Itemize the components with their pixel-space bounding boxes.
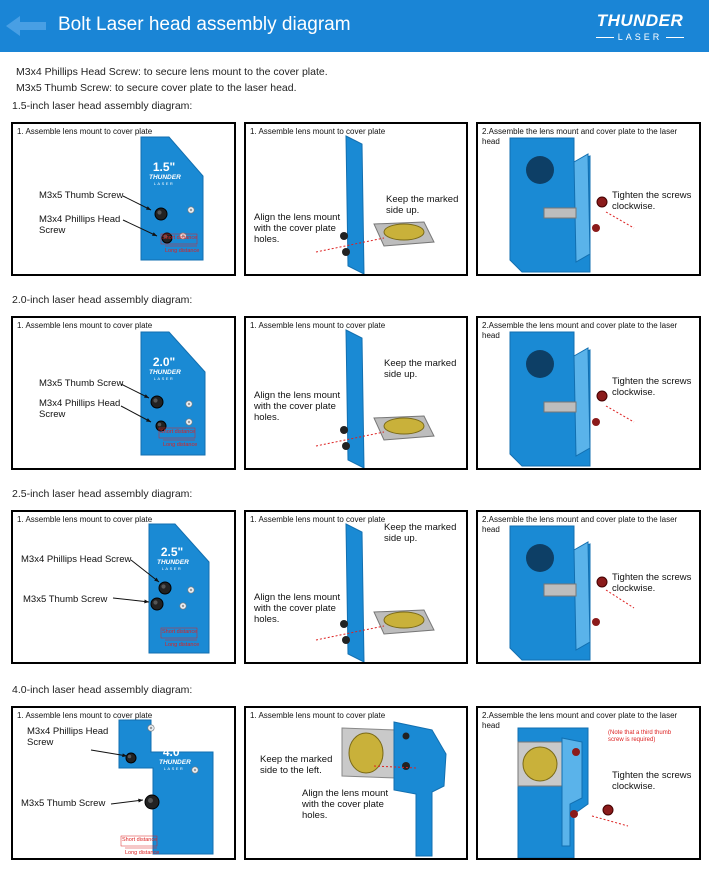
step2-panel (244, 316, 468, 470)
instruction-label: Tighten the screws clockwise. (612, 770, 692, 792)
short-distance-label: Short distance (122, 837, 158, 843)
logo-sub: LASER (617, 32, 663, 42)
instruction-label: Align the lens mount with the cover plate holes. (254, 390, 341, 423)
screw-head (342, 248, 350, 256)
step1-panel (11, 122, 236, 276)
head-opening (526, 156, 554, 184)
cover-plate-shape (394, 722, 446, 856)
step-title: 1. Assemble lens mount to cover plate (17, 321, 153, 330)
screw-label: M3x5 Thumb Screw (23, 594, 108, 605)
plate-size: 2.0" (152, 355, 176, 369)
alignment-line (592, 816, 628, 826)
screw-head (151, 598, 163, 610)
step-title: 2.Assemble the lens mount and cover plate to the laser head (482, 711, 678, 730)
instruction-label: Keep the marked side to the left. (260, 754, 333, 776)
long-distance-label: Long distance (125, 850, 160, 856)
cover-plate-shape (141, 332, 205, 455)
note-phillips-screw: M3x4 Phillips Head Screw: to secure lens mount to the cover plate. (16, 66, 328, 78)
screw-head (126, 753, 136, 763)
lens (523, 747, 557, 781)
head-opening (526, 544, 554, 572)
header-bar (0, 0, 709, 52)
back-arrow-icon[interactable] (6, 14, 46, 38)
short-distance-label: Short distance (160, 429, 196, 435)
instruction-label: Keep the marked side up. (384, 522, 457, 544)
plate-brand: THUNDER (149, 174, 181, 181)
lens-mount (544, 208, 576, 218)
plate-marking (159, 746, 189, 771)
page-title: Bolt Laser head assembly diagram (58, 14, 351, 35)
instruction-label: Keep the marked side up. (384, 358, 457, 380)
step2-panel (244, 706, 468, 860)
note-thumb-screw: M3x5 Thumb Screw: to secure cover plate to the laser head. (16, 82, 297, 94)
step-title: 1. Assemble lens mount to cover plate (250, 711, 386, 720)
plate-sub: LASER (163, 766, 185, 771)
screw-head (342, 636, 350, 644)
cover-plate-diagram (13, 512, 236, 664)
cover-plate-shape (119, 720, 213, 854)
plate-sub: LASER (153, 376, 175, 381)
lens (384, 224, 424, 240)
section-title: 2.0-inch laser head assembly diagram: (12, 294, 193, 306)
plate-brand: THUNDER (149, 369, 181, 376)
alignment-line (606, 212, 634, 228)
cover-plate-shape (141, 137, 203, 260)
thumb-screw (592, 224, 600, 232)
plate-brand: THUNDER (159, 759, 191, 766)
instruction-label: Tighten the screws clockwise. (612, 572, 692, 594)
instruction-label: Keep the marked side up. (386, 194, 459, 216)
step3-panel (476, 706, 701, 860)
lens (384, 418, 424, 434)
short-distance-label: Short distance (162, 235, 198, 241)
plate-sub: LASER (161, 566, 183, 571)
section-title: 1.5-inch laser head assembly diagram: (12, 100, 193, 112)
screw-head (159, 582, 171, 594)
screw-head (340, 426, 348, 434)
thumb-screw (572, 748, 580, 756)
step-title: 1. Assemble lens mount to cover plate (250, 515, 386, 524)
head-opening (526, 350, 554, 378)
screw-label: M3x5 Thumb Screw (39, 378, 124, 389)
screw-label: M3x4 Phillips Head Screw (21, 554, 132, 565)
step2-panel (244, 510, 468, 664)
thumb-screw (597, 197, 607, 207)
lens-mount (544, 402, 576, 412)
plate-marking (149, 356, 179, 381)
step3-panel (476, 122, 701, 276)
thumb-screw (592, 418, 600, 426)
plate-size: 2.5" (160, 545, 184, 559)
thumb-screw (592, 618, 600, 626)
screw-label: M3x4 Phillips Head Screw (39, 398, 121, 420)
step-title: 2.Assemble the lens mount and cover plate to the laser head (482, 515, 678, 534)
instruction-label: Tighten the screws clockwise. (612, 376, 692, 398)
lens-mount (544, 584, 576, 596)
thunder-laser-logo (591, 12, 689, 42)
lens-alignment-diagram (246, 708, 468, 860)
screw-label: M3x5 Thumb Screw (39, 190, 124, 201)
thumb-screw (603, 805, 613, 815)
screw-label: M3x4 Phillips Head Screw (27, 726, 109, 748)
plate-sub: LASER (153, 181, 175, 186)
long-distance-label: Long distance (163, 442, 198, 448)
screw-head (402, 762, 410, 770)
plate-marking (157, 546, 187, 571)
step-title: 2.Assemble the lens mount and cover plate to the laser head (482, 321, 678, 340)
instruction-label: Align the lens mount with the cover plate holes. (254, 212, 341, 245)
step2-panel (244, 122, 468, 276)
screw-label: M3x4 Phillips Head Screw (39, 214, 121, 236)
section-title: 2.5-inch laser head assembly diagram: (12, 488, 193, 500)
pointer-arrow (111, 799, 143, 804)
thumb-screw (597, 577, 607, 587)
screw-label: M3x5 Thumb Screw (21, 798, 106, 809)
step-title: 1. Assemble lens mount to cover plate (17, 711, 153, 720)
lens (384, 612, 424, 628)
lens (349, 733, 383, 773)
step-title: 1. Assemble lens mount to cover plate (17, 515, 153, 524)
screw-head (155, 208, 167, 220)
step1-panel (11, 706, 236, 860)
step-title: 1. Assemble lens mount to cover plate (250, 127, 386, 136)
instruction-label: Align the lens mount with the cover plate holes. (302, 788, 389, 821)
pointer-arrow (113, 598, 149, 603)
step-title: 1. Assemble lens mount to cover plate (17, 127, 153, 136)
plate-brand: THUNDER (157, 559, 189, 566)
step1-panel (11, 316, 236, 470)
screw-head (151, 396, 163, 408)
alignment-line (606, 406, 634, 422)
plate-size: 4.0" (162, 745, 186, 759)
logo-brand: THUNDER (596, 11, 684, 30)
thumb-screw (597, 391, 607, 401)
screw-head (342, 442, 350, 450)
step1-panel (11, 510, 236, 664)
step3-panel (476, 316, 701, 470)
instruction-label: Align the lens mount with the cover plate holes. (254, 592, 341, 625)
short-distance-label: Short distance (162, 629, 198, 635)
thumb-screw (570, 810, 578, 818)
long-distance-label: Long distance (165, 642, 200, 648)
plate-marking (149, 161, 179, 186)
third-screw-note: (Note that a third thumb screw is required) (608, 730, 672, 743)
cover-plate-diagram (13, 318, 236, 470)
step3-panel (476, 510, 701, 664)
section-title: 4.0-inch laser head assembly diagram: (12, 684, 193, 696)
step-title: 2.Assemble the lens mount and cover plate to the laser head (482, 127, 678, 146)
step-title: 1. Assemble lens mount to cover plate (250, 321, 386, 330)
plate-size: 1.5" (152, 160, 176, 174)
instruction-label: Tighten the screws clockwise. (612, 190, 692, 212)
screw-head (403, 733, 410, 740)
long-distance-label: Long distance (165, 248, 200, 254)
